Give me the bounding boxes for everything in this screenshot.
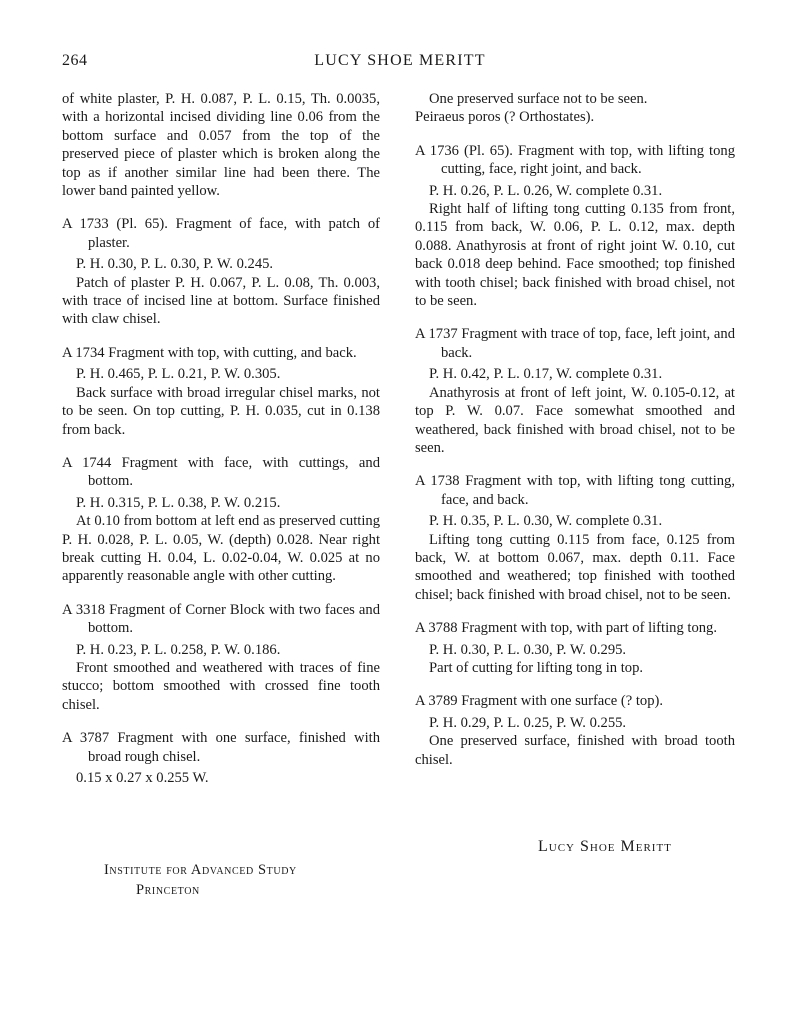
- left-column: [62, 90, 380, 787]
- entry-description: One preserved surface, finished with broad tooth chisel.: [415, 733, 735, 768]
- entry-heading: A 1733 (Pl. 65). Fragment of face, with patch of plaster.: [62, 216, 380, 251]
- continuation-line: Peiraeus poros (? Orthostates).: [415, 109, 595, 126]
- continuation-paragraph: of white plaster, P. H. 0.087, P. L. 0.15, Th. 0.0035, with a horizontal incised dividing line 0.06 from the bottom surface and 0.057 from the top of the preserved piece of plaster which is broken along the top as if another similar line had been there. The lower band painted yellow.: [62, 91, 380, 200]
- entry-description: Patch of plaster P. H. 0.067, P. L. 0.08, Th. 0.003, with trace of incised line at bottom. Surface finished with claw chisel.: [62, 274, 380, 328]
- entry-description: Lifting tong cutting 0.115 from face, 0.125 from back, W. at bottom 0.067, max. depth 0.11. Face smoothed and weathered; top finished with toothed chisel; back finished with broad chisel, not to be seen.: [415, 531, 735, 603]
- entry-description: Anathyrosis at front of left joint, W. 0.105-0.12, at top P. W. 0.07. Face somewhat smoothed and weathered, back finished with broad chisel, not to be seen.: [415, 384, 735, 456]
- entry-heading: A 3788 Fragment with top, with part of lifting tong.: [415, 620, 717, 637]
- entry-measurements: P. H. 0.30, P. L. 0.30, P. W. 0.245.: [76, 256, 274, 273]
- affiliation-city: Princeton: [136, 882, 200, 898]
- entry-heading: A 3787 Fragment with one surface, finished with broad rough chisel.: [62, 730, 380, 765]
- running-title: LUCY SHOE MERITT: [314, 52, 486, 69]
- entry-measurements: P. H. 0.23, P. L. 0.258, P. W. 0.186.: [76, 641, 281, 658]
- entry-description: Right half of lifting tong cutting 0.135 from front, 0.115 from back, W. 0.06, P. L. 0.12, max. depth 0.088. Anathyrosis at front of right joint W. 0.10, cut back 0.018 deep behind. Face smoothed; top finished with tooth chisel; back finished with broad chisel, not to be seen.: [415, 201, 735, 310]
- entry-measurements: P. H. 0.35, P. L. 0.30, W. complete 0.31.: [429, 513, 663, 530]
- entry-heading: A 1736 (Pl. 65). Fragment with top, with lifting tong cutting, face, right joint, and back.: [415, 142, 735, 178]
- catalog-entry-a3318: [62, 601, 380, 714]
- catalog-entry-a1734: [62, 344, 380, 439]
- catalog-entry-a3789: [415, 692, 735, 769]
- entry-description: Part of cutting for lifting tong in top.: [429, 659, 644, 676]
- catalog-entry-a1744: [62, 454, 380, 586]
- author-signature: Lucy Shoe Meritt: [538, 838, 672, 855]
- entry-measurements: P. H. 0.42, P. L. 0.17, W. complete 0.31.: [429, 366, 663, 383]
- catalog-entry-a1733: [62, 215, 380, 328]
- catalog-entry-a1738: [415, 472, 735, 604]
- catalog-entry-a1736: [415, 142, 735, 311]
- author-affiliation: [104, 860, 297, 900]
- catalog-entry-a1737: [415, 325, 735, 457]
- entry-measurements: P. H. 0.465, P. L. 0.21, P. W. 0.305.: [76, 366, 281, 383]
- entry-measurements: P. H. 0.315, P. L. 0.38, P. W. 0.215.: [76, 494, 281, 511]
- entry-measurements: 0.15 x 0.27 x 0.255 W.: [76, 770, 209, 786]
- entry-description: At 0.10 from bottom at left end as preserved cutting P. H. 0.028, P. L. 0.05, W. (depth) 0.028. Near right break cutting H. 0.04, L. 0.02-0.04, W. 0.025 at no apparently reasonable angle with other cutting.: [62, 513, 380, 585]
- entry-heading: A 1737 Fragment with trace of top, face, left joint, and back.: [415, 326, 735, 361]
- page-number: 264: [62, 52, 88, 69]
- entry-description: Front smoothed and weathered with traces of fine stucco; bottom smoothed with crossed fine tooth chisel.: [62, 659, 380, 713]
- running-head: [62, 52, 738, 74]
- right-column: [415, 90, 735, 769]
- catalog-entry-a3788: [415, 619, 735, 677]
- entry-measurements: P. H. 0.26, P. L. 0.26, W. complete 0.31.: [429, 182, 663, 199]
- continuation-line: One preserved surface not to be seen.: [429, 91, 648, 107]
- entry-heading: A 1734 Fragment with top, with cutting, and back.: [62, 344, 357, 361]
- affiliation-institute: Institute for Advanced Study: [104, 862, 297, 878]
- entry-measurements: P. H. 0.29, P. L. 0.25, P. W. 0.255.: [429, 714, 627, 731]
- entry-heading: A 3318 Fragment of Corner Block with two faces and bottom.: [62, 601, 380, 637]
- entry-description: Back surface with broad irregular chisel marks, not to be seen. On top cutting, P. H. 0.035, cut in 0.138 from back.: [62, 384, 380, 438]
- entry-heading: A 3789 Fragment with one surface (? top).: [415, 693, 664, 710]
- entry-heading: A 1738 Fragment with top, with lifting tong cutting, face, and back.: [415, 473, 735, 508]
- catalog-entry-a3787: [62, 729, 380, 787]
- entry-heading: A 1744 Fragment with face, with cuttings, and bottom.: [62, 454, 380, 490]
- entry-measurements: P. H. 0.30, P. L. 0.30, P. W. 0.295.: [429, 641, 627, 658]
